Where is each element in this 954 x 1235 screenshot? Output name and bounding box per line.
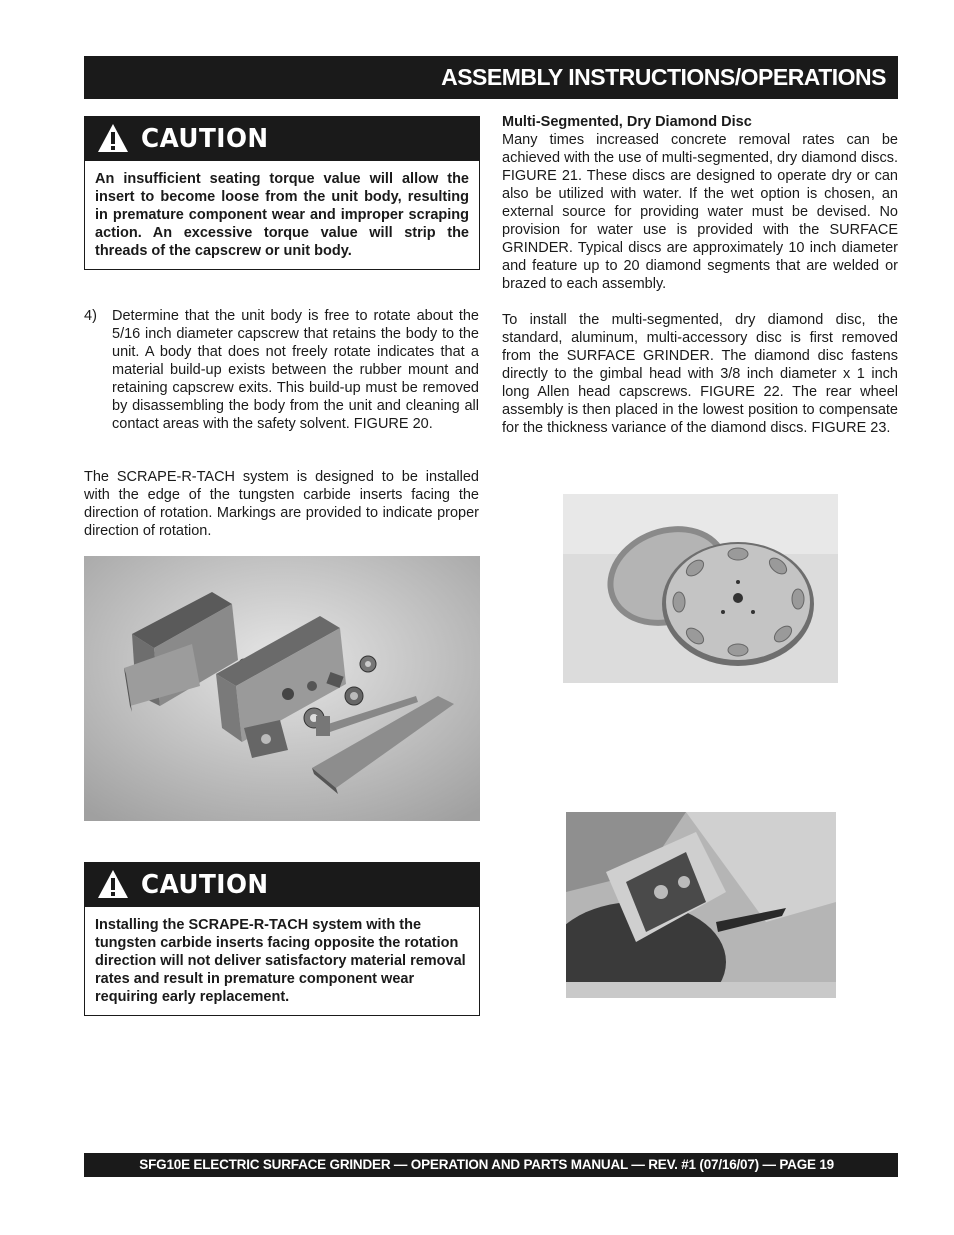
section-header: [84, 56, 898, 99]
caution-header: [85, 117, 479, 161]
section-title: ASSEMBLY INSTRUCTIONS/OPERATIONS: [441, 64, 886, 90]
caution-box-rotation: [84, 862, 480, 1016]
rear-wheel-assembly-photo: [566, 812, 836, 998]
diamond-disc-paragraph-2: To install the multi-segmented, dry diamond disc, the standard, aluminum, multi-accessory disc is first removed from the SURFACE GRINDER. The diamond disc fastens directly to the gimbal head with 3/8 inch diameter x 1 inch long Allen head capscrews. FIGURE 22. The rear wheel assembly is then placed in the lowest position to compensate for the thickness variance of the diamond discs. FIGURE 23.: [502, 312, 898, 436]
caution-label: CAUTION: [141, 124, 269, 154]
diamond-disc-paragraph-1: Many times increased concrete removal rates can be achieved with the use of multi-segmented, dry diamond discs. FIGURE 21. These discs are designed to operate dry or can also be utilized with water. If the wet option is chosen, an external source for providing water must be devised. No provision for water use is provided with the SURFACE GRINDER. Typical discs are approximately 10 inch diameter and feature up to 20 diamond segments that are welded or brazed to each assembly.: [502, 132, 898, 292]
diamond-discs-photo: [563, 494, 838, 683]
caution-box-torque: [84, 116, 480, 270]
footer-text: SFG10E ELECTRIC SURFACE GRINDER — OPERATION AND PARTS MANUAL — REV. #1 (07/16/07) — PAGE 19: [139, 1157, 834, 1172]
caution-text: An insufficient seating torque value will allow the insert to become loose from the unit body, resulting in premature component wear and improper scraping action. An excessive torque value will strip the threads of the capscrew or unit body.: [95, 171, 469, 259]
step-4-text: Determine that the unit body is free to rotate about the 5/16 inch diameter capscrew that retains the body to the unit. A body that does not freely rotate indicates that a material build-up exists between the rubber mount and retaining capscrew exits. This build-up must be removed by disassembling the body from the unit and cleaning all contact areas with the safety solvent. FIGURE 20.: [112, 308, 479, 432]
caution-header: [85, 863, 479, 907]
step-number: 4): [84, 308, 97, 324]
scrape-r-tach-paragraph: The SCRAPE-R-TACH system is designed to be installed with the edge of the tungsten carbide inserts facing the direction of rotation. Markings are provided to indicate proper direction of rotation.: [84, 469, 479, 539]
caution-text: Installing the SCRAPE-R-TACH system with the tungsten carbide inserts facing opposite the rotation direction will not deliver satisfactory material removal rates and result in premature component wear requiring early replacement.: [95, 917, 466, 1005]
warning-triangle-icon: [97, 869, 129, 899]
caution-label: CAUTION: [141, 870, 269, 900]
warning-triangle-icon: [97, 123, 129, 153]
diamond-disc-heading: Multi-Segmented, Dry Diamond Disc: [502, 114, 752, 130]
diamond-disc-section: [502, 113, 898, 437]
page-footer: [84, 1153, 898, 1177]
scrape-r-tach-parts-photo: [84, 556, 480, 821]
